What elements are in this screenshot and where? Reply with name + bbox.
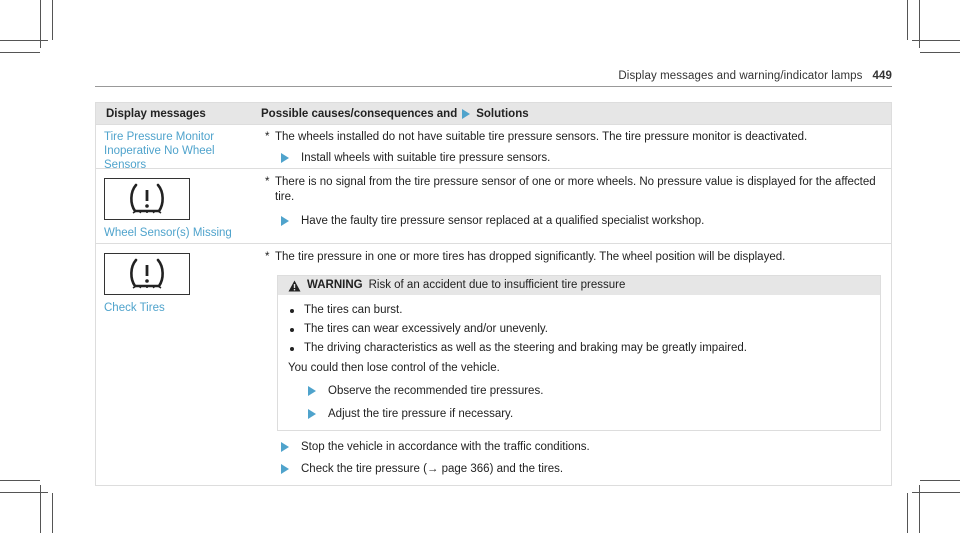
table-row <box>96 124 891 171</box>
arrow-right-icon <box>281 464 289 474</box>
header-rule <box>95 86 892 87</box>
display-message[interactable]: Check Tires <box>104 302 165 314</box>
column-header-solutions-text: Solutions <box>476 107 529 120</box>
solution-text: Observe the recommended tire pressures. <box>328 385 544 397</box>
bullet-text: The tires can burst. <box>304 304 403 316</box>
crop-mark <box>0 480 40 481</box>
solution-cell <box>251 244 891 485</box>
tire-pressure-warning-icon <box>104 178 190 220</box>
solution-step <box>281 214 881 229</box>
warning-label: WARNING <box>307 279 363 291</box>
warning-header <box>278 276 880 295</box>
arrow-right-icon <box>281 442 289 452</box>
warning-triangle-icon <box>288 280 301 292</box>
cause-text: There is no signal from the tire pressure sensor of one or more wheels. No pressure value is displayed for the affected tire. <box>275 176 876 203</box>
tire-pressure-warning-icon <box>104 253 190 295</box>
crop-mark <box>52 0 53 40</box>
solution-text: Adjust the tire pressure if necessary. <box>328 408 514 420</box>
crop-mark <box>0 492 48 493</box>
arrow-right-icon <box>308 409 316 419</box>
arrow-right-icon <box>281 216 289 226</box>
solution-cell <box>251 125 891 168</box>
solution-step <box>281 151 881 166</box>
message-cell <box>96 169 251 243</box>
arrow-right-icon <box>462 109 470 119</box>
page-header <box>618 70 892 82</box>
crop-mark <box>920 480 960 481</box>
warning-paragraph: You could then lose control of the vehicle. <box>288 362 500 374</box>
column-header-causes <box>251 108 529 120</box>
crop-mark <box>0 52 40 53</box>
solution-text: Install wheels with suitable tire pressure sensors. <box>301 152 551 164</box>
warning-box <box>277 275 881 431</box>
cause: * There is no signal from the tire pressure sensor of one or more wheels. No pressure value is displayed for the affected tire. <box>265 175 881 205</box>
list-item <box>288 322 870 337</box>
bullet-icon <box>290 309 294 313</box>
table-row <box>96 243 891 485</box>
bullet-icon <box>290 347 294 351</box>
display-message[interactable]: Wheel Sensor(s) Missing <box>104 227 232 239</box>
arrow-right-icon <box>308 386 316 396</box>
solution-text[interactable]: Check the tire pressure (→ page 366) and the tires. <box>301 463 564 475</box>
header-title: Display messages and warning/indicator lamps <box>618 70 863 82</box>
bullet-text: The driving characteristics as well as the steering and braking may be greatly impaired. <box>304 342 747 354</box>
bullet-icon <box>290 328 294 332</box>
cause: * The wheels installed do not have suitable tire pressure sensors. The tire pressure monitor is deactivated. <box>265 131 808 143</box>
list-item <box>288 303 870 318</box>
bullet-text: The tires can wear excessively and/or unevenly. <box>304 323 548 335</box>
table-row <box>96 168 891 243</box>
crop-mark <box>912 40 960 41</box>
display-message[interactable]: Tire Pressure Monitor Inoperative No Wheel Sensors <box>104 131 215 171</box>
crop-mark <box>912 492 960 493</box>
crop-mark <box>907 0 908 40</box>
messages-table <box>95 102 892 486</box>
solution-step <box>308 407 870 422</box>
cause-text: The tire pressure in one or more tires has dropped significantly. The wheel position will be displayed. <box>275 251 786 263</box>
cause-text: The wheels installed do not have suitable tire pressure sensors. The tire pressure monitor is deactivated. <box>275 131 808 143</box>
arrow-right-icon <box>281 153 289 163</box>
solution-step <box>308 384 870 399</box>
cause: * The tire pressure in one or more tires has dropped significantly. The wheel position will be displayed. <box>265 251 786 263</box>
list-item <box>288 341 870 356</box>
column-header-messages: Display messages <box>106 107 206 120</box>
warning-text: Risk of an accident due to insufficient tire pressure <box>368 279 626 291</box>
crop-mark <box>0 40 48 41</box>
message-cell <box>96 244 251 485</box>
crop-mark <box>920 52 960 53</box>
table-header <box>96 103 891 124</box>
message-cell <box>96 125 251 171</box>
column-header-causes-text: Possible causes/consequences and <box>261 107 458 120</box>
solution-step <box>281 440 881 455</box>
warning-body <box>278 295 880 430</box>
solution-text: Have the faulty tire pressure sensor replaced at a qualified specialist workshop. <box>301 215 705 227</box>
crop-mark <box>52 493 53 533</box>
solution-text: Stop the vehicle in accordance with the traffic conditions. <box>301 441 590 453</box>
page-number: 449 <box>872 70 892 82</box>
crop-mark <box>907 493 908 533</box>
solution-cell <box>251 169 891 243</box>
solution-step <box>281 462 881 477</box>
